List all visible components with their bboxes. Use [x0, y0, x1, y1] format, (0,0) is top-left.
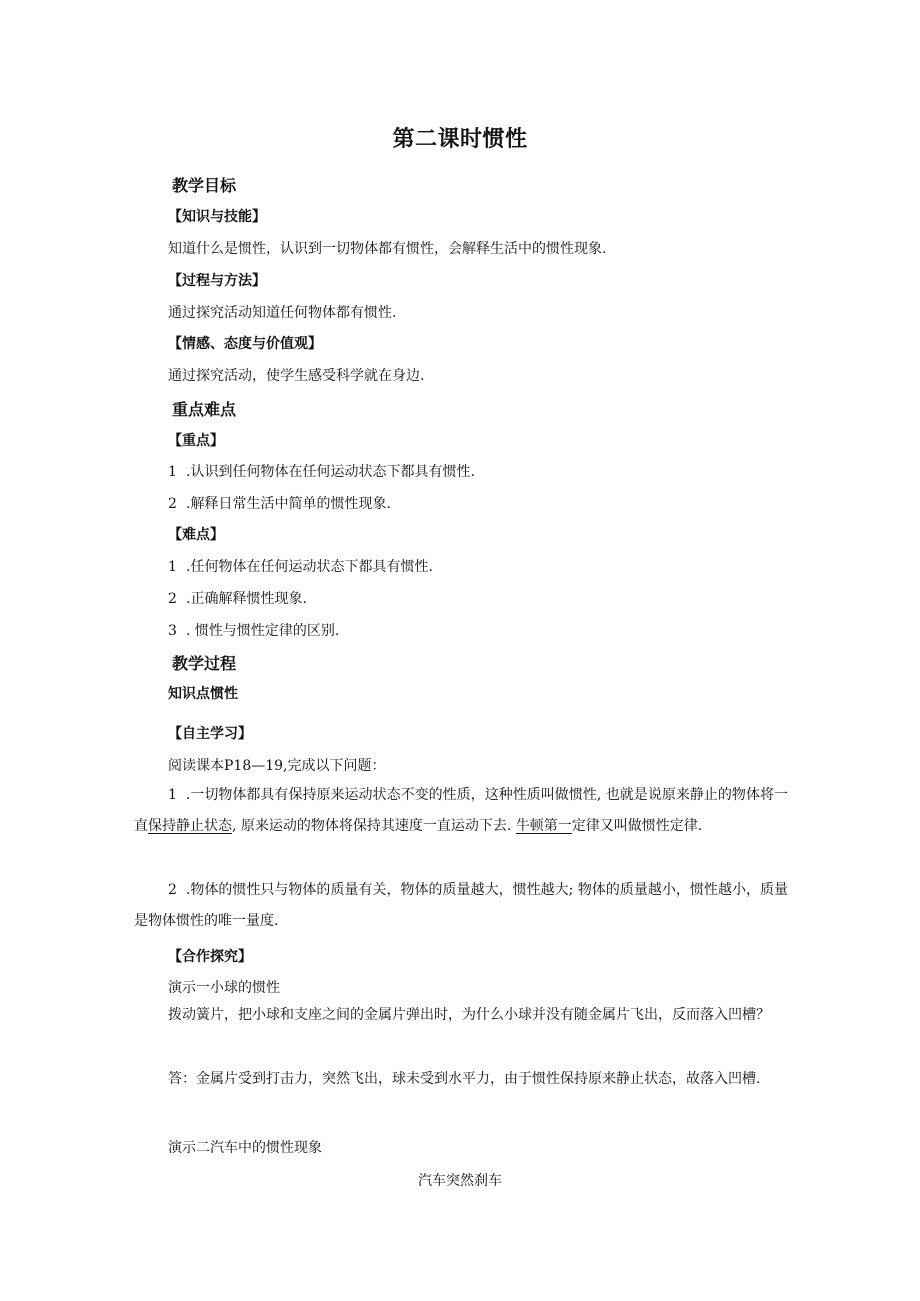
key-heading: 【重点】 — [168, 433, 224, 449]
teaching-process-heading: 教学过程 — [172, 654, 237, 673]
knowledge-heading: 【知识与技能】 — [168, 209, 266, 225]
self-study-intro: 阅读课本P18—19,完成以下问题： — [168, 758, 386, 774]
item-text: .认识到任何物体在任何运动状态下都具有惯性. — [186, 464, 475, 480]
question-text: .一切物体都具有保持原来运动状态不变的性质，这种性质叫做惯性, 也就是说原来静止的物体将一直 — [134, 787, 788, 834]
demo-1-question: 拨动簧片，把小球和支座之间的金属片弹出时，为什么小球并没有随金属片飞出，反而落入凹槽？ — [168, 1007, 770, 1023]
item-number: 3 — [168, 623, 177, 639]
question-number: 1 — [168, 787, 177, 803]
item-text: .正确解释惯性现象. — [186, 591, 307, 607]
demo-1-title: 演示一小球的惯性 — [168, 980, 280, 996]
question-2 — [134, 875, 788, 937]
item-text: . 惯性与惯性定律的区别. — [186, 623, 340, 639]
emotion-heading: 【情感、态度与价值观】 — [168, 336, 322, 352]
demo-2-title: 演示二汽车中的惯性现象 — [168, 1140, 322, 1156]
item-number: 2 — [168, 496, 177, 512]
difficult-item — [168, 620, 339, 640]
keypoints-heading: 重点难点 — [172, 400, 237, 419]
knowledge-text: 知道什么是惯性，认识到一切物体都有惯性，会解释生活中的惯性现象. — [168, 241, 607, 257]
question-1 — [134, 780, 788, 842]
item-number: 2 — [168, 591, 177, 607]
question-number: 2 — [168, 882, 177, 898]
page-title: 第二课时惯性 — [392, 127, 528, 152]
objectives-heading: 教学目标 — [172, 176, 237, 195]
item-number: 1 — [168, 559, 177, 575]
cooperative-inquiry-heading: 【合作探究】 — [168, 949, 252, 965]
question-text: .物体的惯性只与物体的质量有关，物体的质量越大，惯性越大; 物体的质量越小，惯性越小，质量是物体惯性的唯一量度. — [134, 882, 788, 929]
question-text: , 原来运动的物体将保持其速度一直运动下去. — [232, 818, 516, 834]
item-text: .任何物体在任何运动状态下都具有惯性. — [186, 559, 433, 575]
demo-1-answer: 答：金属片受到打击力，突然飞出，球未受到水平力，由于惯性保持原来静止状态，故落入凹槽. — [168, 1071, 761, 1087]
item-number: 1 — [168, 464, 177, 480]
answer-blank: 牛顿第一 — [515, 818, 572, 834]
difficult-heading: 【难点】 — [168, 527, 224, 543]
emotion-text: 通过探究活动，使学生感受科学就在身边. — [168, 368, 425, 384]
key-item — [168, 461, 475, 481]
difficult-item — [168, 556, 433, 576]
item-text: .解释日常生活中简单的惯性现象. — [186, 496, 391, 512]
process-method-heading: 【过程与方法】 — [168, 273, 266, 289]
knowledge-point-heading: 知识点惯性 — [168, 686, 238, 702]
question-text: 定律又叫做惯性定律. — [571, 818, 703, 834]
difficult-item — [168, 588, 307, 608]
process-method-text: 通过探究活动知道任何物体都有惯性. — [168, 305, 397, 321]
answer-blank: 保持静止状态 — [148, 818, 232, 834]
self-study-heading: 【自主学习】 — [168, 726, 252, 742]
key-item — [168, 493, 391, 513]
demo-2-caption: 汽车突然刹车 — [418, 1173, 502, 1189]
